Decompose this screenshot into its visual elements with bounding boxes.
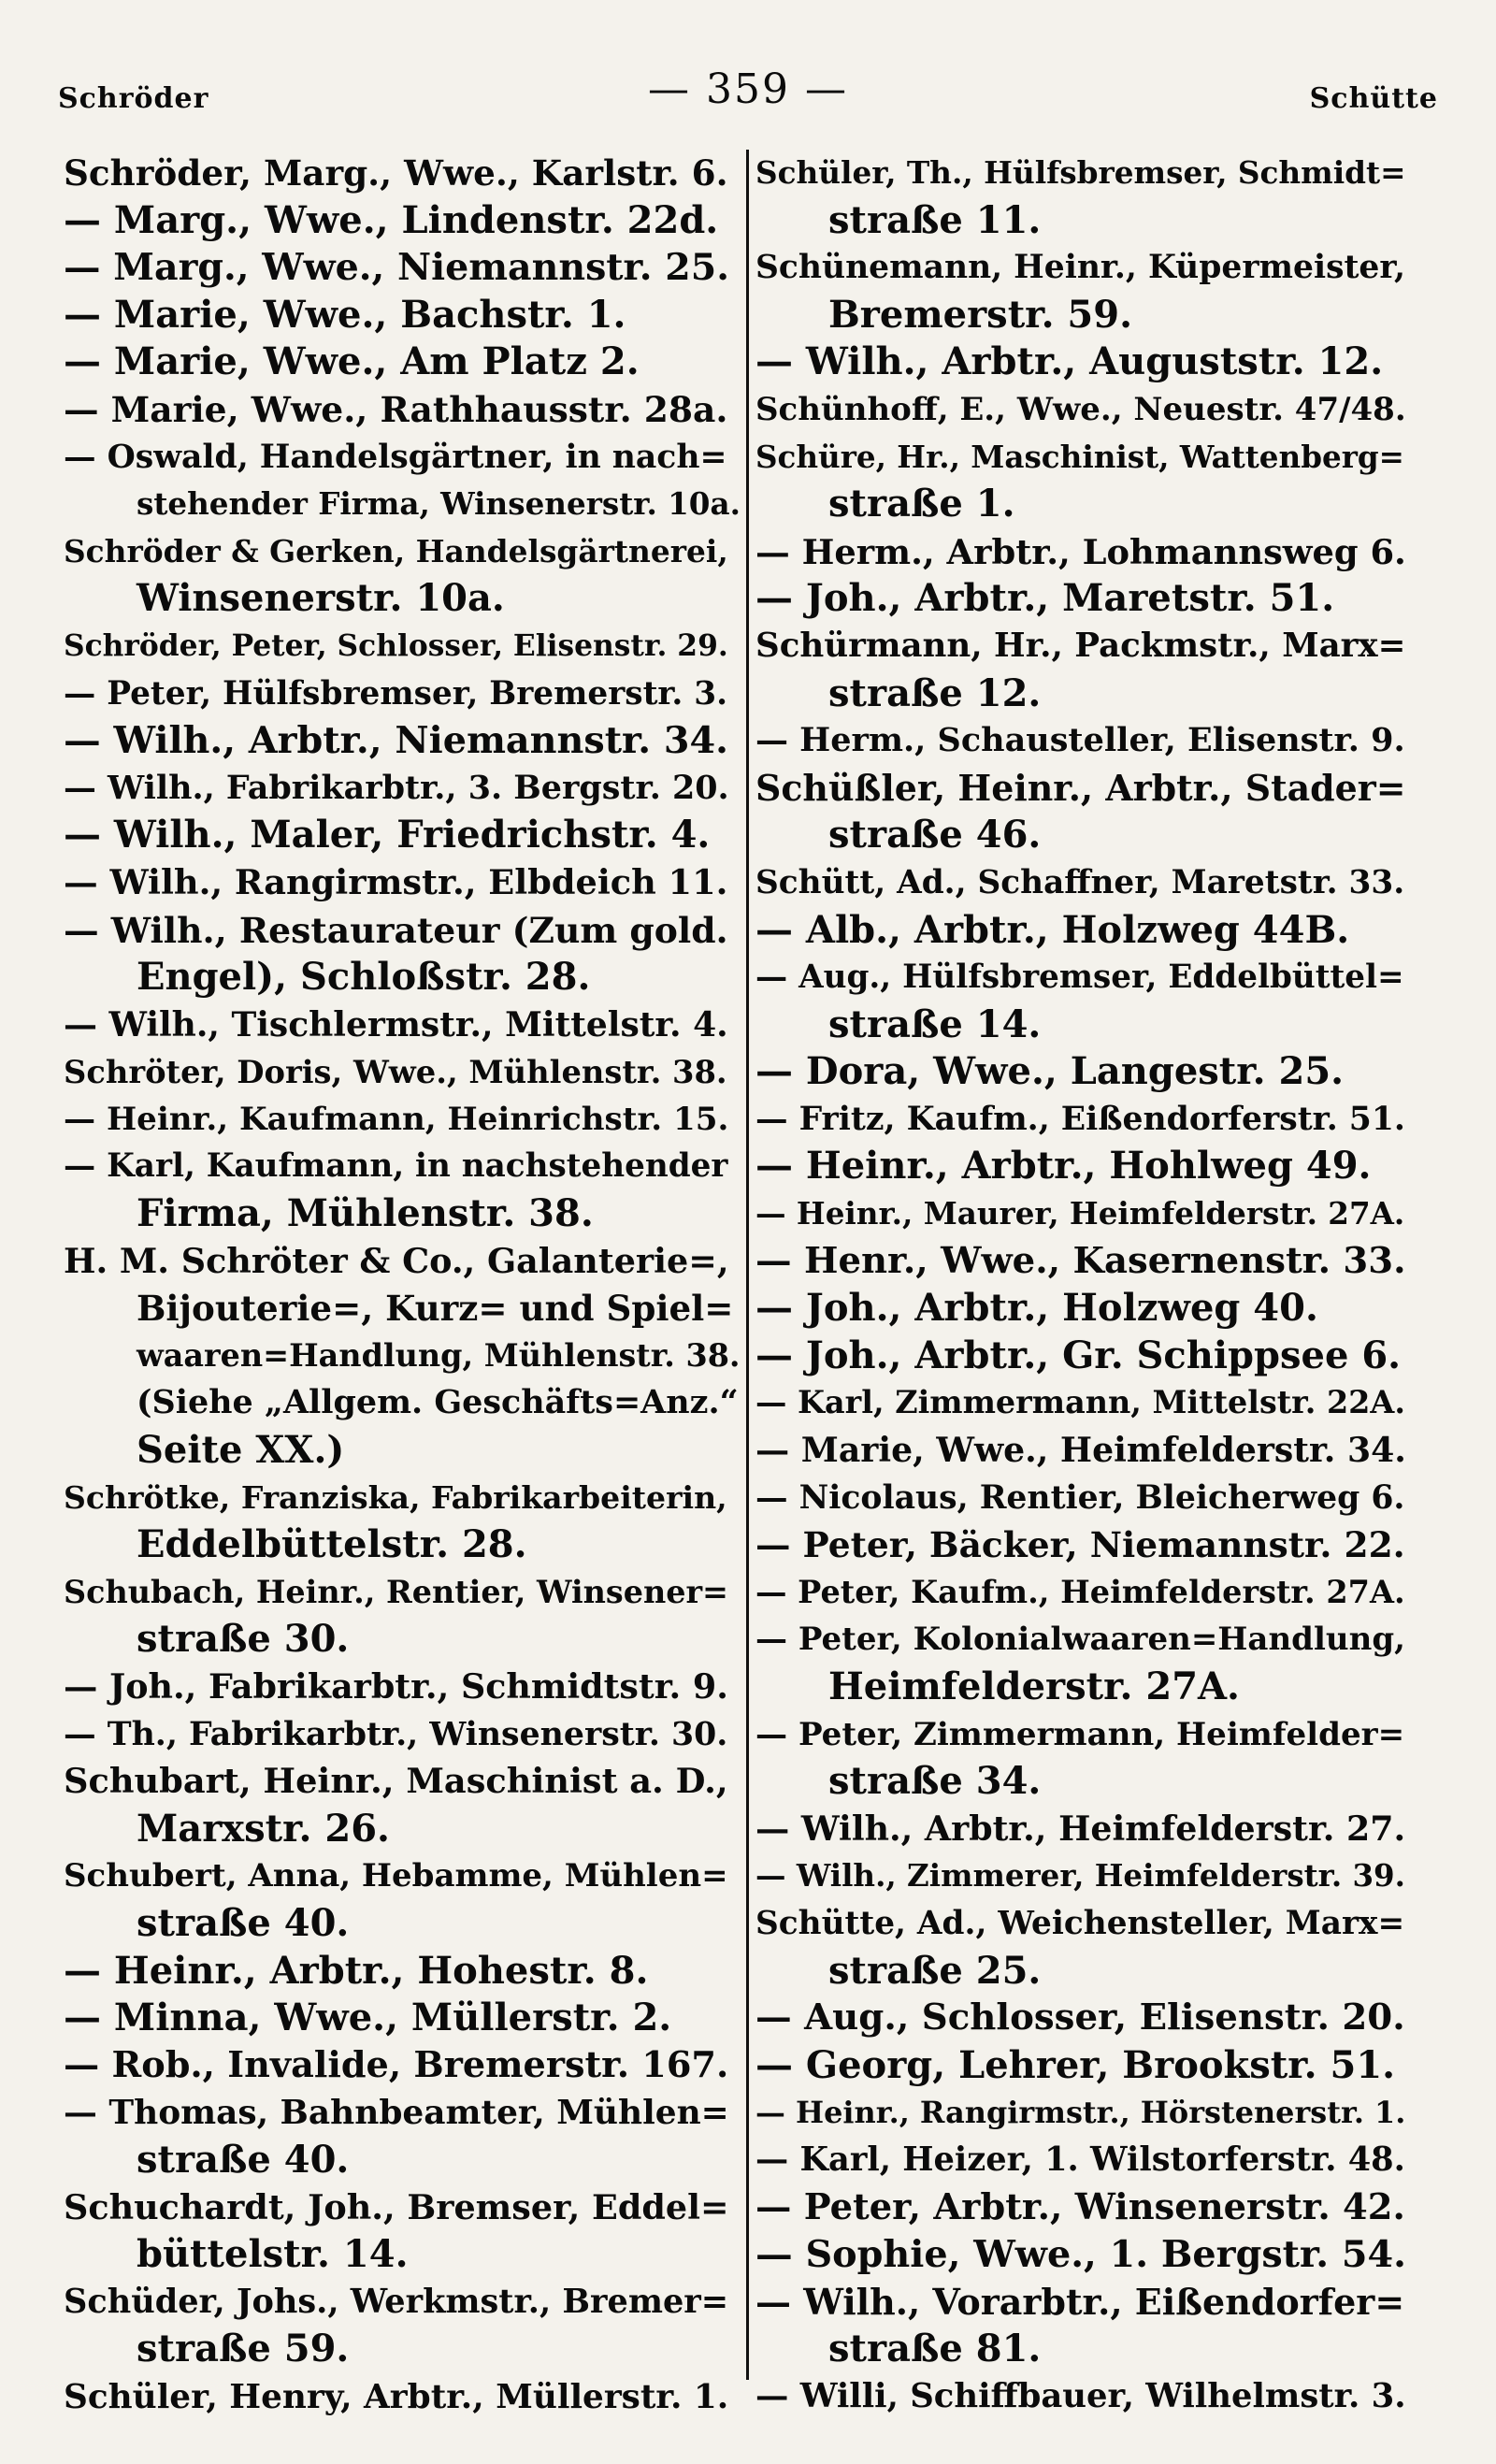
entry-continuation-line: (Siehe „Allgem. Geschäfts=Anz.“ (137, 1383, 739, 1422)
entry-line: — Th., Fabrikarbtr., Winsenerstr. 30. (64, 1714, 728, 1753)
entry-continuation-line: straße 25. (828, 1948, 1042, 1993)
entry-line: Schubart, Heinr., Maschinist a. D., (64, 1761, 728, 1802)
entry-line: — Karl, Heizer, 1. Wilstorferstr. 48. (755, 2140, 1405, 2179)
entry-line: — Heinr., Kaufmann, Heinrichstr. 15. (64, 1100, 729, 1138)
entry-line: — Wilh., Vorarbtr., Eißendorfer= (755, 2280, 1405, 2323)
entry-line: — Nicolaus, Rentier, Bleicherweg 6. (755, 1478, 1405, 1517)
entry-line: — Wilh., Maler, Friedrichstr. 4. (64, 813, 711, 857)
entry-line: Schüre, Hr., Maschinist, Wattenberg= (755, 438, 1404, 475)
entry-line: — Henr., Wwe., Kasernenstr. 33. (755, 1239, 1406, 1282)
entry-line: — Aug., Hülfsbremser, Eddelbüttel= (755, 958, 1404, 997)
entry-line: Schüler, Th., Hülfsbremser, Schmidt= (755, 154, 1406, 191)
entry-line: Schröder, Marg., Wwe., Karlstr. 6. (64, 152, 728, 194)
entry-line: — Minna, Wwe., Müllerstr. 2. (64, 1996, 672, 2040)
entry-line: — Heinr., Maurer, Heimfelderstr. 27A. (755, 1195, 1405, 1232)
entry-line: — Wilh., Zimmerer, Heimfelderstr. 39. (755, 1857, 1405, 1895)
entry-continuation-line: straße 40. (137, 2137, 350, 2182)
entry-continuation-line: straße 12. (828, 670, 1042, 715)
header-right-guide-word: Schütte (1309, 82, 1438, 115)
entry-line: Schütte, Ad., Weichensteller, Marx= (755, 1904, 1405, 1942)
entry-line: Schröter, Doris, Wwe., Mühlenstr. 38. (64, 1053, 727, 1091)
entry-line: — Peter, Hülfsbremser, Bremerstr. 3. (64, 674, 728, 713)
entry-line: — Georg, Lehrer, Brookstr. 51. (755, 2042, 1396, 2087)
entry-line: Schürmann, Hr., Packmstr., Marx= (755, 626, 1406, 665)
entry-line: — Joh., Arbtr., Gr. Schippsee 6. (755, 1333, 1402, 1377)
entry-continuation-line: Bremerstr. 59. (828, 292, 1133, 337)
entry-continuation-line: Heimfelderstr. 27A. (828, 1664, 1240, 1708)
entry-line: — Peter, Bäcker, Niemannstr. 22. (755, 1524, 1405, 1566)
entry-line: — Alb., Arbtr., Holzweg 44B. (755, 907, 1350, 952)
entry-continuation-line: Bijouterie=, Kurz= und Spiel= (137, 1288, 734, 1330)
entry-continuation-line: straße 46. (828, 813, 1042, 857)
entry-line: — Joh., Arbtr., Holzweg 40. (755, 1286, 1318, 1331)
entry-continuation-line: straße 34. (828, 1759, 1042, 1804)
entry-line: — Marie, Wwe., Rathhausstr. 28a. (64, 388, 728, 430)
entry-line: — Wilh., Rangirmstr., Elbdeich 11. (64, 861, 728, 902)
column-divider (746, 150, 749, 2380)
entry-line: Schünhoff, E., Wwe., Neuestr. 47/48. (755, 390, 1406, 428)
entry-continuation-line: straße 1. (828, 482, 1015, 526)
entry-line: — Herm., Schausteller, Elisenstr. 9. (755, 721, 1405, 760)
entry-continuation-line: Eddelbüttelstr. 28. (137, 1522, 527, 1567)
entry-line: — Peter, Arbtr., Winsenerstr. 42. (755, 2185, 1405, 2228)
entry-line: Schrötke, Franziska, Fabrikarbeiterin, (64, 1478, 727, 1516)
entry-continuation-line: büttelstr. 14. (137, 2232, 409, 2277)
entry-line: — Marg., Wwe., Lindenstr. 22d. (64, 197, 719, 242)
entry-continuation-line: Winsenerstr. 10a. (137, 576, 505, 621)
entry-continuation-line: straße 40. (137, 1900, 350, 1945)
entry-line: — Karl, Zimmermann, Mittelstr. 22A. (755, 1384, 1405, 1421)
entry-continuation-line: straße 81. (828, 2327, 1042, 2371)
entry-line: — Joh., Fabrikarbtr., Schmidtstr. 9. (64, 1666, 728, 1707)
entry-line: Schubert, Anna, Hebamme, Mühlen= (64, 1857, 728, 1895)
entry-continuation-line: straße 14. (828, 1001, 1042, 1046)
page-number: — 359 — (648, 65, 848, 113)
entry-line: — Thomas, Bahnbeamter, Mühlen= (64, 2093, 729, 2133)
entry-continuation-line: straße 30. (137, 1617, 350, 1662)
entry-line: — Peter, Zimmermann, Heimfelder= (755, 1715, 1405, 1753)
entry-continuation-line: Seite XX.) (137, 1428, 345, 1473)
entry-line: — Dora, Wwe., Langestr. 25. (755, 1049, 1345, 1094)
entry-line: — Wilh., Arbtr., Heimfelderstr. 27. (755, 1808, 1406, 1849)
entry-line: Schröder & Gerken, Handelsgärtnerei, (64, 532, 728, 569)
entry-line: — Wilh., Arbtr., Niemannstr. 34. (64, 719, 728, 763)
page-header (58, 65, 1438, 122)
entry-continuation-line: straße 11. (828, 197, 1042, 242)
entry-line: — Heinr., Arbtr., Hohestr. 8. (64, 1948, 649, 1993)
entry-line: — Marie, Wwe., Am Platz 2. (64, 339, 640, 384)
entry-line: — Wilh., Arbtr., Auguststr. 12. (755, 339, 1384, 384)
entry-line: — Rob., Invalide, Bremerstr. 167. (64, 2043, 729, 2086)
entry-continuation-line: straße 59. (137, 2327, 350, 2371)
entry-line: — Willi, Schiffbauer, Wilhelmstr. 3. (755, 2376, 1406, 2415)
entry-line: — Marg., Wwe., Niemannstr. 25. (64, 246, 729, 290)
entry-line: H. M. Schröter & Co., Galanterie=, (64, 1240, 729, 1281)
entry-line: Schüler, Henry, Arbtr., Müllerstr. 1. (64, 2376, 729, 2416)
entry-line: Schuchardt, Joh., Bremser, Eddel= (64, 2186, 729, 2227)
entry-line: — Fritz, Kaufm., Eißendorferstr. 51. (755, 1100, 1405, 1138)
entry-line: — Joh., Arbtr., Maretstr. 51. (755, 576, 1335, 621)
entry-continuation-line: Engel), Schloßstr. 28. (137, 955, 591, 1000)
right-column (755, 150, 1406, 2421)
entry-line: — Peter, Kolonialwaaren=Handlung, (755, 1621, 1405, 1659)
entry-continuation-line: Firma, Mühlenstr. 38. (137, 1191, 594, 1236)
entry-line: — Herm., Arbtr., Lohmannsweg 6. (755, 530, 1406, 572)
entry-line: — Wilh., Tischlermstr., Mittelstr. 4. (64, 1004, 728, 1045)
entry-line: Schröder, Peter, Schlosser, Elisenstr. 29. (64, 628, 728, 663)
entry-line: — Peter, Kaufm., Heimfelderstr. 27A. (755, 1573, 1405, 1610)
entry-line: Schünemann, Heinr., Küpermeister, (755, 249, 1406, 287)
entry-line: — Karl, Kaufmann, in nachstehender (64, 1147, 728, 1186)
entry-line: Schüder, Johs., Werkmstr., Bremer= (64, 2282, 729, 2321)
entry-line: — Oswald, Handelsgärtner, in nach= (64, 438, 727, 476)
entry-line: — Marie, Wwe., Bachstr. 1. (64, 292, 626, 337)
entry-line: — Marie, Wwe., Heimfelderstr. 34. (755, 1430, 1406, 1471)
entry-continuation-line: stehender Firma, Winsenerstr. 10a. (137, 485, 741, 523)
entry-line: — Heinr., Rangirmstr., Hörstenerstr. 1. (755, 2095, 1406, 2131)
entry-line: Schubach, Heinr., Rentier, Winsener= (64, 1573, 729, 1610)
entry-line: Schütt, Ad., Schaffner, Maretstr. 33. (755, 863, 1405, 901)
entry-line: — Wilh., Fabrikarbtr., 3. Bergstr. 20. (64, 768, 729, 807)
entry-continuation-line: waaren=Handlung, Mühlenstr. 38. (137, 1336, 741, 1374)
entry-line: Schüßler, Heinr., Arbtr., Stader= (755, 766, 1406, 809)
left-column (64, 150, 741, 2421)
entry-line: — Heinr., Arbtr., Hohlweg 49. (755, 1144, 1372, 1189)
header-left-guide-word: Schröder (58, 82, 209, 115)
entry-line: — Sophie, Wwe., 1. Bergstr. 54. (755, 2233, 1406, 2277)
entry-line: — Aug., Schlosser, Elisenstr. 20. (755, 1996, 1405, 2039)
entry-continuation-line: Marxstr. 26. (137, 1806, 390, 1851)
entry-line: — Wilh., Restaurateur (Zum gold. (64, 909, 728, 951)
